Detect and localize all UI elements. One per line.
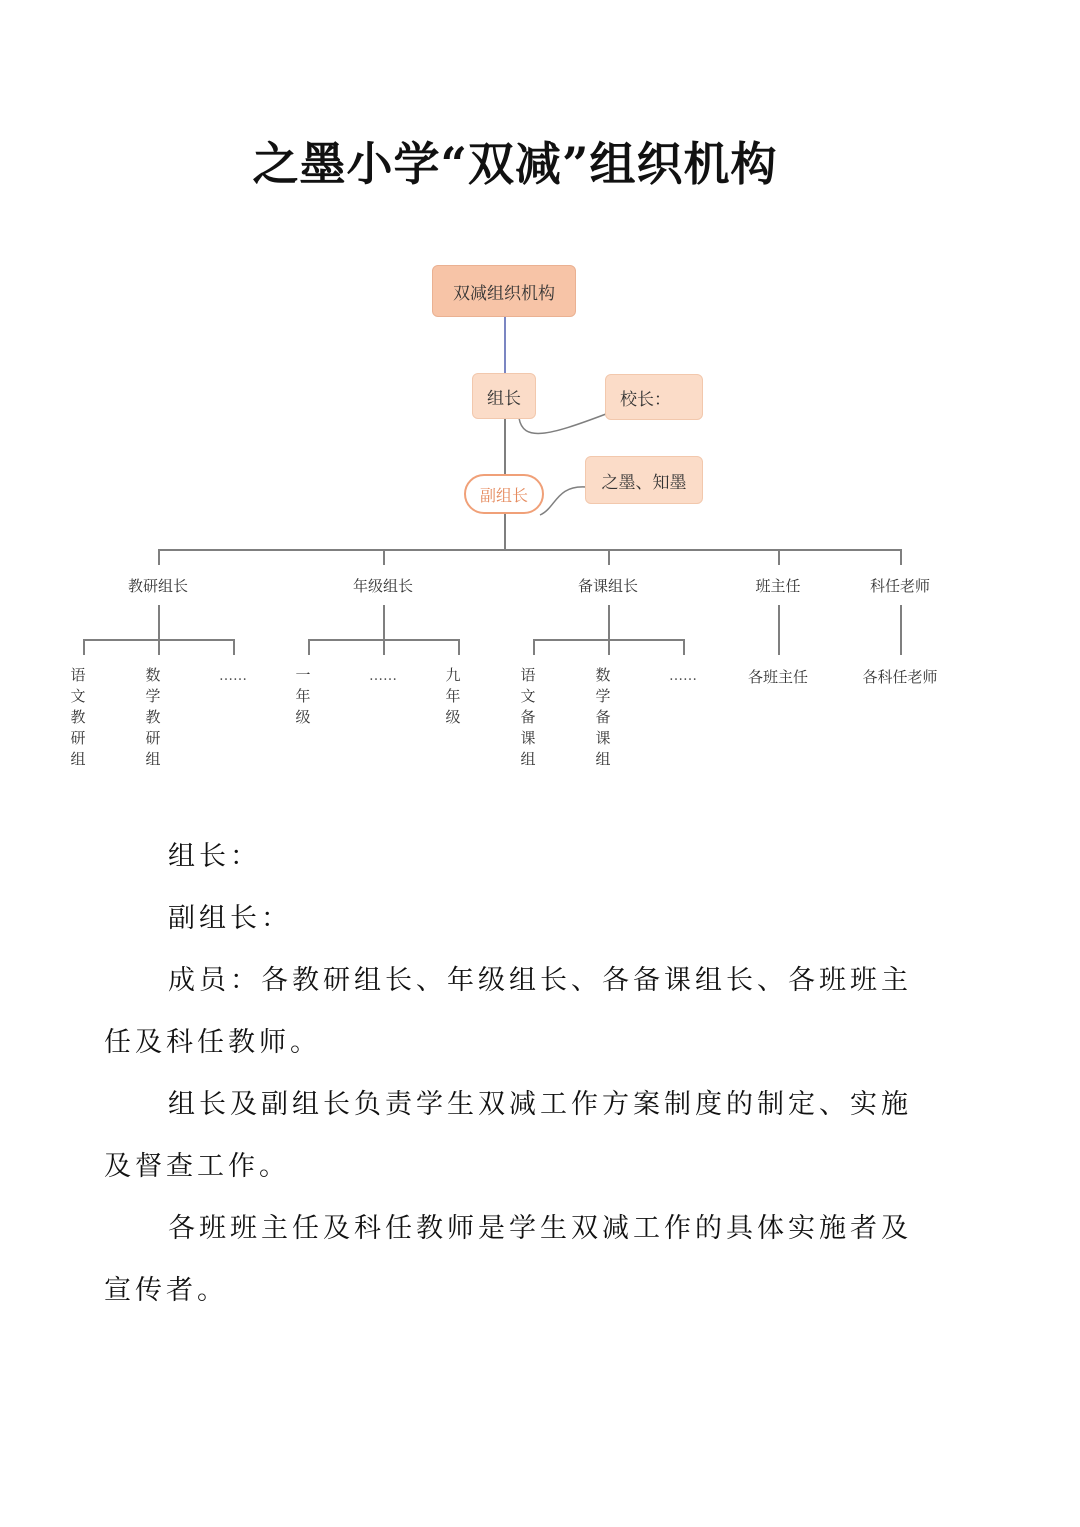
leaf-node: 数学备课组 — [593, 667, 612, 772]
leaf-node: 各科任老师 — [862, 668, 938, 686]
paragraph-leader: 组长： — [168, 841, 261, 872]
branch-label: 年级组长 — [352, 577, 414, 595]
branch-label: 班主任 — [755, 577, 801, 595]
leaf-ellipsis: …… — [369, 668, 397, 684]
org-leader-note-box: 校长： — [605, 374, 703, 420]
org-deputy-note-box: 之墨、知墨 — [585, 456, 703, 504]
branch-label: 备课组长 — [577, 577, 639, 595]
org-deputy-box: 副组长 — [464, 474, 544, 514]
branch-label: 教研组长 — [127, 577, 189, 595]
paragraph-responsibility: 组长及副组长负责学生双减工作方案制度的制定、实施及督查工作。 — [104, 1089, 912, 1182]
org-leader-box: 组长 — [472, 373, 536, 419]
branch-label: 科任老师 — [869, 577, 931, 595]
org-root-box: 双减组织机构 — [432, 265, 576, 317]
leaf-node: 九年级 — [443, 667, 462, 730]
leaf-ellipsis: …… — [669, 668, 697, 684]
leaf-node: 语文教研组 — [68, 667, 87, 772]
paragraph-members: 成员：各教研组长、年级组长、各备课组长、各班班主任及科任教师。 — [104, 965, 912, 1058]
connector-deputy-note — [540, 487, 586, 515]
leaf-node: 语文备课组 — [518, 667, 537, 772]
leaf-ellipsis: …… — [219, 668, 247, 684]
leaf-node: 数学教研组 — [143, 667, 162, 772]
paragraph-implementers: 各班班主任及科任教师是学生双减工作的具体实施者及宣传者。 — [104, 1213, 912, 1306]
leaf-node: 各班主任 — [747, 668, 809, 686]
paragraph-deputy: 副组长： — [168, 903, 292, 934]
leaf-node: 一年级 — [293, 667, 312, 730]
document-title: 之墨小学“双减”组织机构 — [252, 137, 778, 191]
